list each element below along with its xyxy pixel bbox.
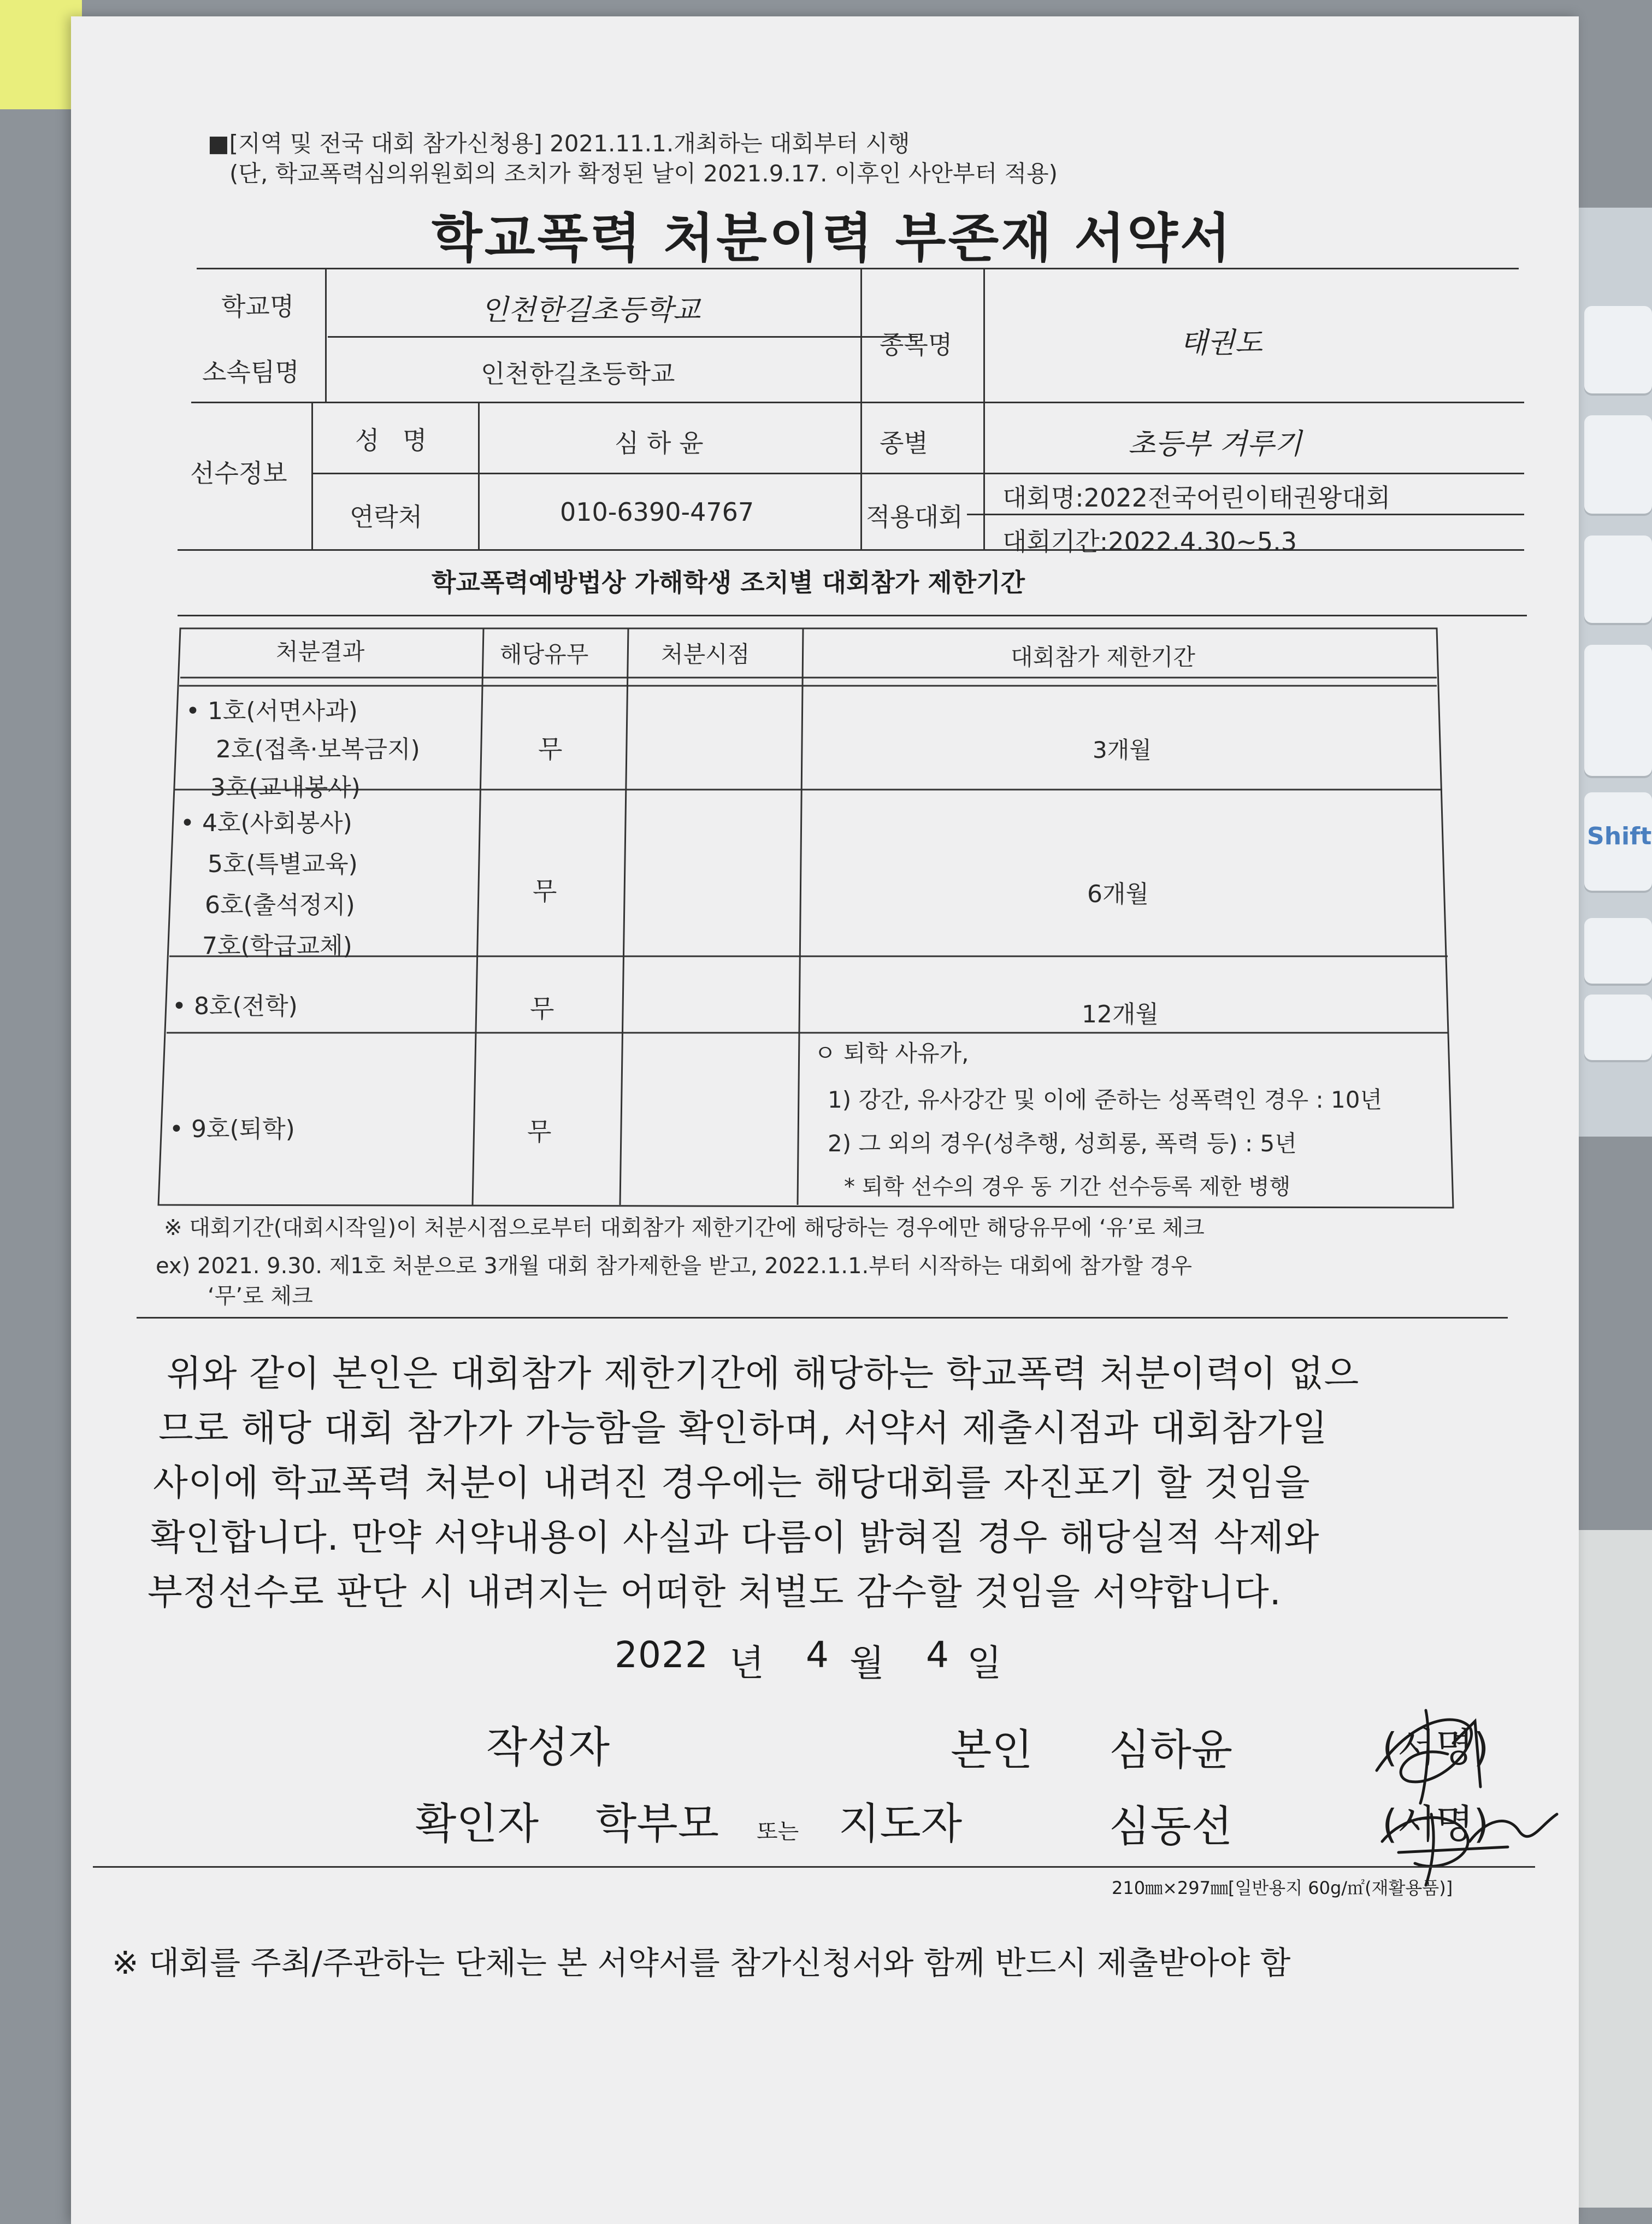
row2-period: 6개월 xyxy=(1087,880,1149,908)
row3-applies: 무 xyxy=(530,994,554,1023)
row2-item-1: • 4호(사회봉사) xyxy=(180,809,352,837)
school-label: 학교명 xyxy=(221,292,294,321)
parent-label: 학부모 xyxy=(595,1799,719,1849)
date-month-unit: 월 xyxy=(849,1642,885,1684)
date-month: 4 xyxy=(806,1634,829,1676)
contact-label: 연락처 xyxy=(350,502,423,532)
keyboard-key xyxy=(1584,536,1652,623)
category-label: 종별 xyxy=(880,428,928,458)
keyboard-key xyxy=(1584,645,1652,776)
writer-label: 작성자 xyxy=(486,1723,610,1772)
pledge-line-2: 므로 해당 대회 참가가 가능함을 확인하며, 서약서 제출시점과 대회참가일 xyxy=(158,1407,1328,1449)
row1-period: 3개월 xyxy=(1093,737,1152,763)
row4-period-line-1: ㅇ 퇴학 사유가, xyxy=(814,1040,969,1067)
restriction-note-2: ex) 2021. 9.30. 제1호 처분으로 3개월 대회 참가제한을 받고, 2022.1.1.부터 시작하는 대회에 참가할 경우 xyxy=(156,1254,1193,1279)
pledge-line-1: 위와 같이 본인은 대회참가 제한기간에 해당하는 학교폭력 처분이력이 없으 xyxy=(167,1352,1360,1395)
team-value: 인천한길초등학교 xyxy=(481,359,675,389)
col-period-header: 대회참가 제한기간 xyxy=(1011,644,1195,670)
row1-item-1: • 1호(서면사과) xyxy=(186,697,358,725)
divider xyxy=(137,1317,1508,1319)
col-result-header: 처분결과 xyxy=(276,638,365,665)
name-value: 심 하 윤 xyxy=(615,428,704,458)
row2-item-2: 5호(특별교육) xyxy=(208,850,358,878)
shift-key-label: Shift xyxy=(1587,822,1652,850)
row2-item-4: 7호(학급교체) xyxy=(202,932,352,960)
footer-note: ※ 대회를 주최/주관하는 단체는 본 서약서를 참가신청서와 함께 반드시 제출받아야 함 xyxy=(112,1944,1291,1981)
restriction-title: 학교폭력예방법상 가해학생 조치별 대회참가 제한기간 xyxy=(432,568,1025,597)
writer-name: 심하윤 xyxy=(1109,1726,1233,1775)
row3-item-1: • 8호(전학) xyxy=(172,992,298,1020)
pledge-line-3: 사이에 학교폭력 처분이 내려진 경우에는 해당대회를 자진포기 할 것임을 xyxy=(153,1462,1311,1504)
paper-spec: 210㎜×297㎜[일반용지 60g/㎡(재활용품)] xyxy=(1112,1878,1453,1898)
keyboard-key xyxy=(1584,415,1652,514)
keyboard-key xyxy=(1584,918,1652,984)
row2-item-3: 6호(출석정지) xyxy=(205,891,355,919)
divider xyxy=(93,1866,1535,1868)
contact-value: 010-6390-4767 xyxy=(560,497,754,527)
row1-item-3: 3호(교내봉사) xyxy=(210,774,361,802)
row4-period-line-2: 1) 강간, 유사강간 및 이에 준하는 성폭력인 경우 : 10년 xyxy=(828,1086,1383,1113)
pledge-line-4: 확인합니다. 만약 서약내용이 사실과 다름이 밝혀질 경우 해당실적 삭제와 xyxy=(150,1516,1320,1558)
coach-label: 지도자 xyxy=(839,1799,963,1849)
col-applies-header: 해당유무 xyxy=(500,641,589,668)
col-date-header: 처분시점 xyxy=(661,641,750,668)
school-value: 인천한길초등학교 xyxy=(481,294,700,327)
row4-period-line-4: * 퇴학 선수의 경우 동 기간 선수등록 제한 병행 xyxy=(844,1174,1291,1199)
background-paper xyxy=(1573,1530,1652,2208)
team-label: 소속팀명 xyxy=(202,357,299,387)
restriction-note-3: ‘무’로 체크 xyxy=(208,1284,313,1309)
row2-applies: 무 xyxy=(533,876,557,906)
sport-value: 태권도 xyxy=(1180,327,1262,360)
header-line-2: (단, 학교폭력심의위원회의 조치가 확정된 날이 2021.9.17. 이후인 사안부터 적용) xyxy=(229,160,1058,187)
keyboard-key xyxy=(1584,995,1652,1060)
event-period: 대회기간:2022.4.30~5.3 xyxy=(1002,527,1297,556)
document-title: 학교폭력 처분이력 부존재 서약서 xyxy=(432,208,1233,269)
date-year: 2022 xyxy=(615,1634,709,1676)
event-name: 대회명:2022전국어린이태권왕대회 xyxy=(1002,483,1391,513)
category-value: 초등부 겨루기 xyxy=(1128,428,1302,461)
or-label: 또는 xyxy=(757,1819,799,1844)
row4-item-1: • 9호(퇴학) xyxy=(169,1115,295,1143)
date-day-unit: 일 xyxy=(967,1642,1002,1684)
sticky-note xyxy=(0,0,82,109)
name-label: 성 명 xyxy=(355,426,435,455)
writer-sign-label: (서명) xyxy=(1382,1725,1489,1770)
sport-label: 종목명 xyxy=(880,330,953,360)
confirmer-name: 심동선 xyxy=(1109,1802,1233,1851)
date-year-unit: 년 xyxy=(729,1642,765,1684)
date-day: 4 xyxy=(926,1634,949,1676)
pledge-document xyxy=(71,16,1579,2224)
confirmer-sign-label: (서명) xyxy=(1382,1801,1489,1847)
row4-applies: 무 xyxy=(527,1117,552,1146)
confirmer-label: 확인자 xyxy=(415,1799,539,1849)
self-label: 본인 xyxy=(951,1726,1033,1775)
player-info-label: 선수정보 xyxy=(190,458,287,488)
event-label: 적용대회 xyxy=(866,502,963,532)
restriction-note-1: ※ 대회기간(대회시작일)이 처분시점으로부터 대회참가 제한기간에 해당하는 경우에만 해당유무에 ‘유’로 체크 xyxy=(164,1215,1205,1240)
row3-period: 12개월 xyxy=(1082,1001,1159,1028)
row1-applies: 무 xyxy=(538,734,563,764)
handwritten-signature xyxy=(1344,1678,1573,1896)
row4-period-line-3: 2) 그 외의 경우(성추행, 성희롱, 폭력 등) : 5년 xyxy=(828,1130,1297,1157)
keyboard-key xyxy=(1584,306,1652,393)
header-line-1: ■[지역 및 전국 대회 참가신청용] 2021.11.1.개최하는 대회부터 시행 xyxy=(208,130,910,157)
pledge-line-5: 부정선수로 판단 시 내려지는 어떠한 처벌도 감수할 것임을 서약합니다. xyxy=(148,1571,1282,1613)
row1-item-2: 2호(접촉·보복금지) xyxy=(216,736,420,763)
